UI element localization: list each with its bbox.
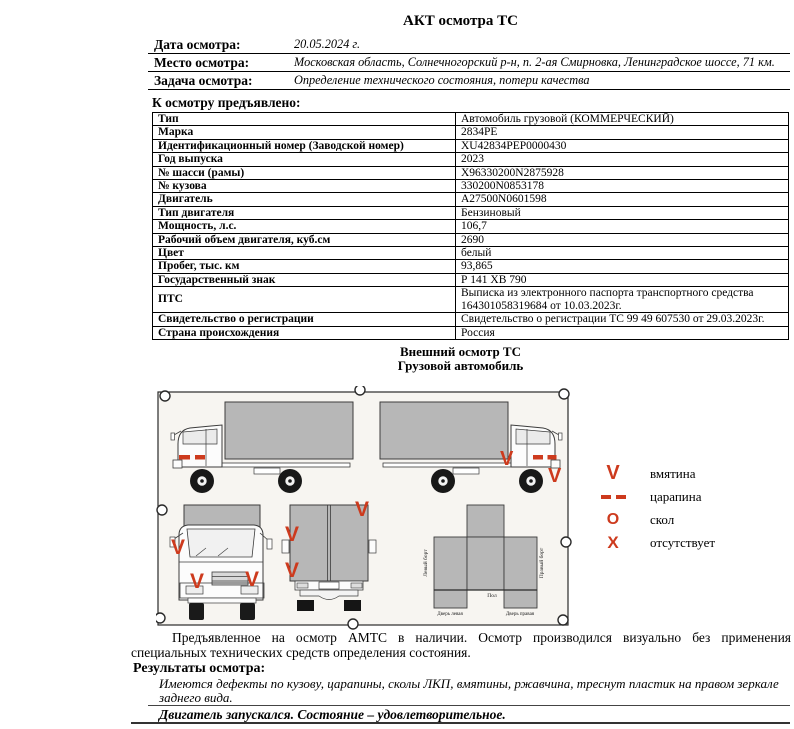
row-value: X96330200N2875928 <box>456 166 789 179</box>
row-label: Свидетельство о регистрации <box>153 313 456 326</box>
row-label: № шасси (рамы) <box>153 166 456 179</box>
row-value: Автомобиль грузовой (КОММЕРЧЕСКИЙ) <box>456 113 789 126</box>
dent-mark: V <box>171 536 186 559</box>
legend-label: скол <box>650 511 675 527</box>
truck-damage-diagram <box>156 386 572 631</box>
row-label: Страна происхождения <box>153 326 456 339</box>
results-heading: Результаты осмотра: <box>133 661 266 676</box>
external-inspection-heading <box>131 345 790 373</box>
table-row <box>153 126 789 139</box>
engine-status-text: Двигатель запускался. Состояние – удовлетворительное. <box>159 707 506 722</box>
inspection-heading-line2: Грузовой автомобиль <box>397 358 524 373</box>
legend-label: отсутствует <box>650 534 716 550</box>
right-side-label: Правый борт <box>539 547 545 579</box>
divider-line <box>148 705 790 706</box>
dent-mark: V <box>285 523 300 546</box>
dent-mark: V <box>285 559 300 582</box>
row-value: Р 141 ХВ 790 <box>456 273 789 286</box>
presence-paragraph: Предъявленное на осмотр АМТС в наличии. Осмотр производился визуально без применения специальных технических средств определения состояния. <box>131 630 791 660</box>
task-label: Задача осмотра: <box>154 72 253 88</box>
row-label: ПТС <box>153 287 456 313</box>
chip-symbol-icon: O <box>606 510 620 528</box>
row-value: Россия <box>456 326 789 339</box>
legend-label: царапина <box>650 488 702 504</box>
row-label: Двигатель <box>153 193 456 206</box>
header-row-task <box>148 72 790 90</box>
table-row <box>153 326 789 339</box>
row-label: № кузова <box>153 180 456 193</box>
row-value: 330200N0853178 <box>456 180 789 193</box>
scratch-mark <box>533 455 543 460</box>
dent-mark: V <box>190 570 205 593</box>
dent-mark: V <box>500 448 514 470</box>
row-value: 93,865 <box>456 260 789 273</box>
scratch-mark <box>195 455 205 460</box>
table-row <box>153 166 789 179</box>
legend-item-missing <box>598 531 715 554</box>
inspection-heading-line1: Внешний осмотр ТС <box>400 344 521 359</box>
missing-symbol-icon: X <box>607 532 619 552</box>
row-value: 2690 <box>456 233 789 246</box>
legend-item-chip <box>598 508 715 531</box>
row-label: Цвет <box>153 247 456 260</box>
table-row <box>153 273 789 286</box>
divider-line-bottom <box>131 722 790 724</box>
dent-symbol-icon: V <box>606 462 620 484</box>
scratch-mark <box>548 455 557 460</box>
table-row <box>153 247 789 260</box>
table-row <box>153 233 789 246</box>
row-value: Бензиновый <box>456 206 789 219</box>
date-label: Дата осмотра: <box>154 36 241 52</box>
legend-item-scratch <box>598 485 715 508</box>
row-value: белый <box>456 247 789 260</box>
row-label: Рабочий объем двигателя, куб.см <box>153 233 456 246</box>
header-row-place <box>148 54 790 72</box>
results-text: Имеются дефекты по кузову, царапины, сколы ЛКП, вмятины, ржавчина, треснут пластик на правом зеркале заднего вида. <box>159 676 779 705</box>
row-label: Год выпуска <box>153 153 456 166</box>
table-row <box>153 260 789 273</box>
row-value: XU42834PEP0000430 <box>456 139 789 152</box>
table-row <box>153 180 789 193</box>
header-row-date <box>148 36 790 54</box>
defect-legend <box>598 462 715 554</box>
row-label: Марка <box>153 126 456 139</box>
row-label: Идентификационный номер (Заводской номер) <box>153 139 456 152</box>
right-door-label: Дверь правая <box>505 612 535 617</box>
table-row <box>153 113 789 126</box>
dent-mark: V <box>548 465 562 487</box>
legend-item-dent <box>598 462 715 485</box>
table-row <box>153 139 789 152</box>
legend-label: вмятина <box>650 465 696 481</box>
inspection-header-block <box>148 36 790 90</box>
row-value: 2023 <box>456 153 789 166</box>
table-row <box>153 193 789 206</box>
vehicle-data-table <box>152 112 789 340</box>
date-value: 20.05.2024 г. <box>294 37 361 51</box>
presented-heading: К осмотру предъявлено: <box>152 95 301 110</box>
document-title: АКТ осмотра ТС <box>403 13 518 29</box>
table-row <box>153 206 789 219</box>
scratch-symbol-icon <box>598 495 628 499</box>
table-row <box>153 287 789 313</box>
row-label: Пробег, тыс. км <box>153 260 456 273</box>
dent-mark: V <box>245 568 260 591</box>
row-value: A27500N0601598 <box>456 193 789 206</box>
table-row <box>153 153 789 166</box>
place-label: Место осмотра: <box>154 54 250 70</box>
row-label: Тип двигателя <box>153 206 456 219</box>
row-value: Выписка из электронного паспорта транспортного средства 164301058319684 от 10.03.2023г. <box>456 287 789 313</box>
task-value: Определение технического состояния, потери качества <box>294 73 590 87</box>
left-side-label: Левый борт <box>423 549 429 577</box>
scratch-mark <box>179 455 190 460</box>
table-row <box>153 313 789 326</box>
dent-mark: V <box>355 498 370 521</box>
floor-label: Пол <box>487 593 497 599</box>
row-value: Свидетельство о регистрации ТС 99 49 607530 от 29.03.2023г. <box>456 313 789 326</box>
place-value: Московская область, Солнечногорский р-н, п. 2-ая Смирновка, Ленинградское шоссе, 71 км. <box>294 55 775 69</box>
row-value: 2834PE <box>456 126 789 139</box>
row-label: Государственный знак <box>153 273 456 286</box>
table-row <box>153 220 789 233</box>
row-value: 106,7 <box>456 220 789 233</box>
left-door-label: Дверь левая <box>437 612 463 617</box>
row-label: Мощность, л.с. <box>153 220 456 233</box>
row-label: Тип <box>153 113 456 126</box>
